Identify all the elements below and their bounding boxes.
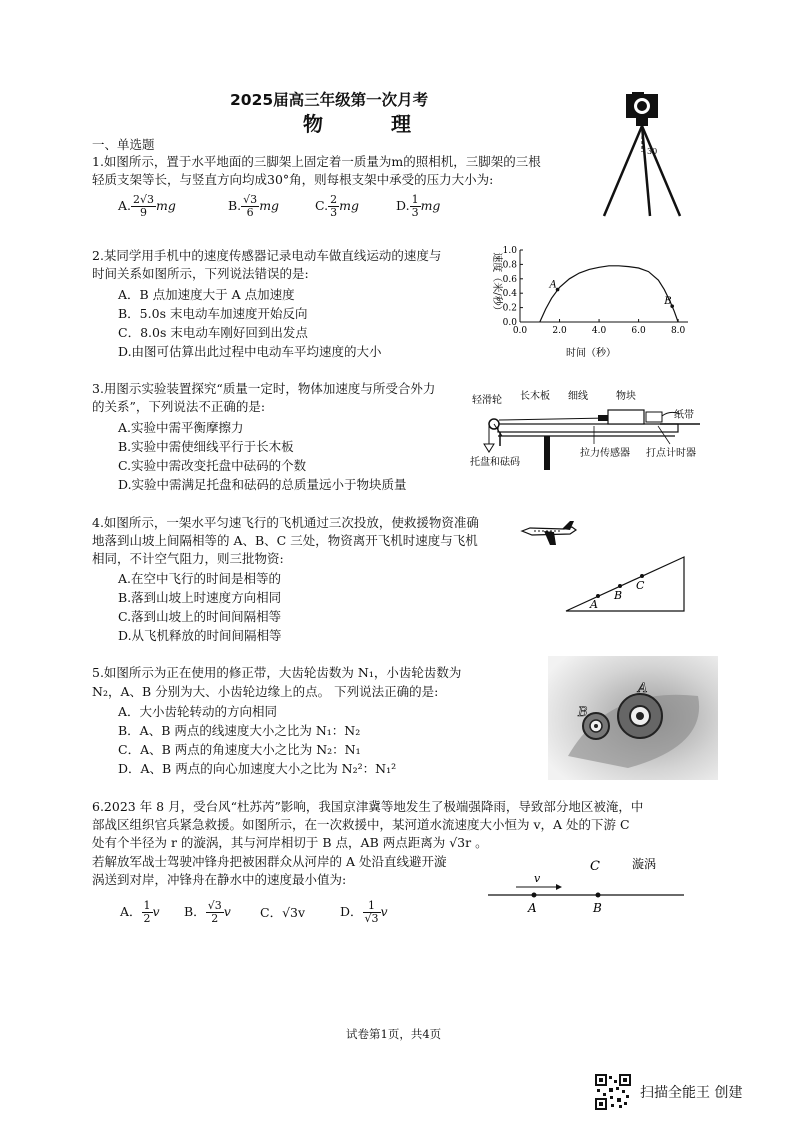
point-c-label: C	[590, 859, 600, 874]
y-tick-label: 0.0	[502, 318, 517, 328]
section-heading: 一、单选题	[92, 137, 155, 152]
q4-stem-line3: 相同，不计空气阻力，则三批物资:	[92, 551, 284, 566]
label-tray: 托盘和砝码	[470, 457, 520, 468]
x-tick-label: 2.0	[552, 326, 567, 336]
velocity-label: v	[534, 872, 541, 885]
q5-stem-line1: 5.如图所示为正在使用的修正带，大齿轮齿数为 N₁，小齿轮齿数为	[92, 665, 462, 680]
x-tick-label: 8.0	[670, 326, 686, 336]
q6-option-c[interactable]: C．√3v	[260, 905, 306, 920]
qr-code-icon	[595, 1074, 631, 1110]
q2-option-b[interactable]: B．5.0s 末电动车加速度开始反向	[118, 306, 308, 321]
q5-stem-line2: N₂，A、B 分别为大、小齿轮边缘上的点。 下列说法正确的是:	[92, 684, 439, 699]
q4-option-a[interactable]: A.在空中飞行的时间是相等的	[118, 571, 282, 586]
q4-stem-line1: 4.如图所示，一架水平匀速飞行的飞机通过三次投放，使救援物资准确	[92, 515, 479, 530]
x-tick-label: 6.0	[631, 326, 646, 336]
q4-option-b[interactable]: B.落到山坡上时速度方向相同	[118, 590, 282, 605]
point-c-label: C	[636, 579, 645, 592]
q2-option-d[interactable]: D.由图可估算出此过程中电动车平均速度的大小	[118, 344, 382, 359]
label-pulley: 轻滑轮	[472, 395, 502, 406]
y-tick-label: 0.2	[502, 303, 517, 314]
apparatus-figure	[470, 386, 710, 486]
chart-ylabel: 速度（米/秒）	[491, 252, 502, 316]
scanner-watermark: 扫描全能王 创建	[640, 1085, 743, 1101]
airplane-icon	[522, 521, 576, 545]
q6-option-d[interactable]: D． $\frac{1}{√3}$ v	[340, 899, 388, 925]
subject-title: 物 理	[303, 112, 435, 136]
label-tape: 纸带	[674, 410, 694, 421]
q1-option-b[interactable]: B. $\frac{√3}{6}$ mg	[228, 193, 280, 219]
q4-option-c[interactable]: C.落到山坡上的时间间隔相等	[118, 609, 282, 624]
q2-stem-line2: 时间关系如图所示，下列说法错误的是:	[92, 266, 309, 281]
q6-option-b[interactable]: B． $\frac{√3}{2}$ v	[184, 899, 231, 925]
page-footer: 试卷第1页，共4页	[346, 1027, 442, 1041]
q1-stem-line1: 1.如图所示，置于水平地面的三脚架上固定着一质量为m的照相机，三脚架的三根	[92, 154, 541, 169]
q5-option-d[interactable]: D．A、B 两点的向心加速度大小之比为 N₂²：N₁²	[118, 761, 397, 776]
q2-option-c[interactable]: C．8.0s 末电动车刚好回到出发点	[118, 325, 308, 340]
angle-label: 30	[647, 147, 658, 156]
q3-option-d[interactable]: D.实验中需满足托盘和砝码的总质量远小于物块质量	[118, 477, 407, 492]
arrow-right-icon	[556, 884, 562, 890]
chart-points	[549, 280, 674, 308]
label-board: 长木板	[520, 391, 550, 402]
q6-stem-line4: 若解放军战士驾驶冲锋舟把被困群众从河岸的 A 处沿直线避开漩	[92, 854, 447, 869]
camera-tripod-figure	[592, 92, 682, 222]
q6-stem-line1: 6.2023 年 8 月，受台风“杜苏芮”影响，我国京津冀等地发生了极端强降雨，导致部分地区被淹，中	[92, 799, 644, 814]
gear-b-label: B	[578, 705, 588, 720]
q2-stem-line1: 2.某同学用手机中的速度传感器记录电动车做直线运动的速度与	[92, 248, 442, 263]
gear-a-label: A	[638, 681, 648, 696]
label-block: 物块	[616, 391, 636, 402]
x-tick-label: 0.0	[512, 326, 528, 336]
point-b-label: B	[664, 296, 672, 308]
x-tick-label: 4.0	[591, 326, 607, 336]
q3-stem-line2: 的关系”，下列说法不正确的是:	[92, 399, 266, 414]
q2-option-a[interactable]: A．B 点加速度大于 A 点加速度	[118, 287, 295, 302]
q4-option-d[interactable]: D.从飞机释放的时间间隔相等	[118, 628, 282, 643]
q6-option-a[interactable]: A． $\frac{1}{2}$ v	[120, 899, 160, 925]
y-tick-label: 1.0	[502, 246, 517, 256]
vortex-label: 漩涡	[632, 857, 657, 871]
q1-option-c[interactable]: C. $\frac{2}{3}$ mg	[315, 193, 359, 219]
label-timer: 打点计时器	[646, 448, 696, 459]
velocity-time-chart	[476, 240, 706, 360]
q3-option-a[interactable]: A.实验中需平衡摩擦力	[118, 420, 244, 435]
point-a-label: A	[590, 598, 598, 611]
label-string: 细线	[568, 391, 588, 402]
point-a-label: A	[549, 279, 557, 291]
river-vortex-figure	[486, 850, 686, 920]
q6-stem-line3: 处有个半径为 r 的漩涡，其与河岸相切于 B 点，AB 两点距离为 √3r 。	[92, 835, 488, 850]
velocity-series-line	[540, 266, 678, 322]
q1-option-d[interactable]: D. $\frac{1}{3}$ mg	[396, 193, 441, 219]
correction-tape-photo	[548, 656, 718, 780]
q6-stem-line2: 部战区组织官兵紧急救援。如图所示，在一次救援中，某河道水流速度大小恒为 v，A 处的下游 C	[92, 817, 630, 832]
label-sensor: 拉力传感器	[580, 448, 630, 459]
q6-stem-line5: 涡送到对岸，冲锋舟在静水中的速度最小值为:	[92, 872, 347, 887]
exam-title: 2025届高三年级第一次月考	[230, 91, 429, 109]
point-b-label: B	[614, 589, 623, 602]
q4-stem-line2: 地落到山坡上间隔相等的 A、B、C 三处，物资离开飞机时速度与飞机	[92, 533, 478, 548]
q3-option-c[interactable]: C.实验中需改变托盘中砝码的个数	[118, 458, 307, 473]
chart-xlabel: 时间（秒）	[566, 348, 616, 359]
q1-stem-line2: 轻质支架等长，与竖直方向均成30°角，则每根支架中承受的压力大小为:	[92, 172, 494, 187]
q3-stem-line1: 3.用图示实验装置探究“质量一定时，物体加速度与所受合外力	[92, 381, 436, 396]
airplane-slope-figure	[520, 515, 700, 615]
point-a-label: A	[528, 901, 537, 915]
y-tick-label: 0.8	[502, 260, 517, 271]
y-tick-label: 0.6	[502, 274, 517, 285]
q1-option-a[interactable]: A. $\frac{2√3}{9}$ mg	[118, 193, 176, 219]
q3-option-b[interactable]: B.实验中需使细线平行于长木板	[118, 439, 294, 454]
q5-option-a[interactable]: A．大小齿轮转动的方向相同	[118, 704, 278, 719]
slope	[566, 557, 684, 611]
q5-option-c[interactable]: C．A、B 两点的角速度大小之比为 N₂：N₁	[118, 742, 361, 757]
q5-option-b[interactable]: B．A、B 两点的线速度大小之比为 N₁：N₂	[118, 723, 361, 738]
point-b-label: B	[593, 901, 602, 915]
y-tick-label: 0.4	[502, 289, 517, 300]
